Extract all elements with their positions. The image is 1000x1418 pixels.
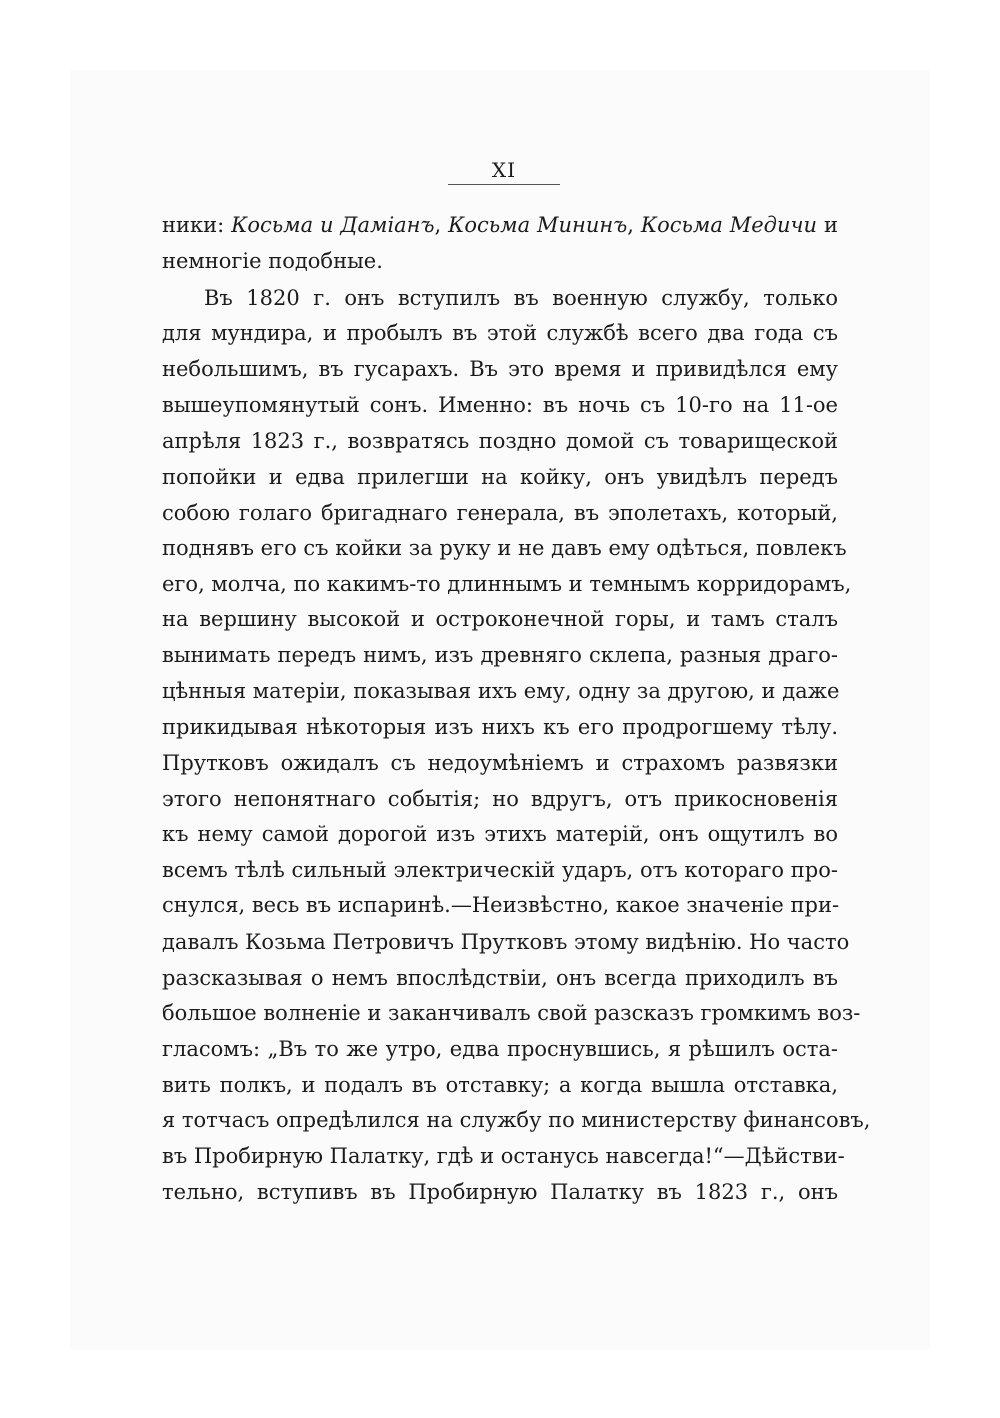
text-line: Прутковъ ожидалъ съ недоумѣніемъ и страхомъ развязки <box>162 751 838 775</box>
text-line: поднявъ его съ койки за руку и не давъ ему одѣться, повлекъ <box>162 536 847 560</box>
text-line: вышеупомянутый сонъ. Именно: въ ночь съ 10-го на 11-ое <box>162 393 838 417</box>
text-line: этого непонятнаго событія; но вдругъ, отъ прикосновенія <box>162 787 838 811</box>
text-run: и <box>817 213 838 237</box>
italic-name: Косьма и Даміанъ <box>231 213 435 237</box>
page-number: XI <box>491 158 517 182</box>
text-run: , <box>627 213 641 237</box>
text-line: снулся, весь въ испаринѣ.—Неизвѣстно, какое значеніе при- <box>162 893 840 917</box>
text-line <box>162 212 838 238</box>
text-line: Въ 1820 г. онъ вступилъ въ военную службу, только <box>204 286 838 310</box>
text-line: апрѣля 1823 г., возвратясь поздно домой съ товарищеской <box>162 429 838 453</box>
text-line: я тотчасъ опредѣлился на службу по министерству финансовъ, <box>162 1108 871 1132</box>
italic-name: Косьма Медичи <box>640 213 818 237</box>
header-rule <box>448 184 560 185</box>
text-line: вынимать передъ нимъ, изъ древняго склепа, разныя драго- <box>162 643 838 667</box>
text-line: гласомъ: „Въ то же утро, едва проснувшись, я рѣшилъ оста- <box>162 1037 838 1061</box>
text-line: на вершину высокой и остроконечной горы, и тамъ сталъ <box>162 607 838 631</box>
text-line: всемъ тѣлѣ сильный электрическій ударъ, отъ котораго про- <box>162 858 838 882</box>
text-line: большое волненіе и заканчивалъ свой разсказъ громкимъ воз- <box>162 1001 861 1025</box>
text-line: разсказывая о немъ впослѣдствіи, онъ всегда приходилъ въ <box>162 966 838 990</box>
text-run: , <box>434 213 449 237</box>
text-line: тельно, вступивъ въ Пробирную Палатку въ 1823 г., онъ <box>162 1180 838 1204</box>
text-line: небольшимъ, въ гусарахъ. Въ это время и привидѣлся ему <box>162 357 838 381</box>
text-line: вить полкъ, и подалъ въ отставку; а когда вышла отставка, <box>162 1073 838 1097</box>
text-line: собою голаго бригаднаго генерала, въ эполетахъ, который, <box>162 501 838 525</box>
text-line: къ нему самой дорогой изъ этихъ матерій, онъ ощутилъ во <box>162 822 838 846</box>
text-line: попойки и едва прилегши на койку, онъ увидѣлъ передъ <box>162 465 838 489</box>
text-line: въ Пробирную Палатку, гдѣ и останусь навсегда!“—Дѣйстви- <box>162 1144 845 1168</box>
text-run: ники: <box>162 213 232 237</box>
text-line: для мундира, и пробылъ въ этой службѣ всего два года съ <box>162 321 838 345</box>
text-line: цѣнныя матеріи, показывая ихъ ему, одну за другою, и даже <box>162 679 840 703</box>
text-line: давалъ Козьма Петровичъ Прутковъ этому видѣнію. Но часто <box>162 930 850 954</box>
text-line: его, молча, по какимъ-то длиннымъ и темнымъ корридорамъ, <box>162 572 852 596</box>
italic-name: Косьма Мининъ <box>448 213 628 237</box>
text-line: немногіе подобные. <box>162 249 383 273</box>
text-line: прикидывая нѣкоторыя изъ нихъ къ его продрогшему тѣлу. <box>162 715 838 739</box>
